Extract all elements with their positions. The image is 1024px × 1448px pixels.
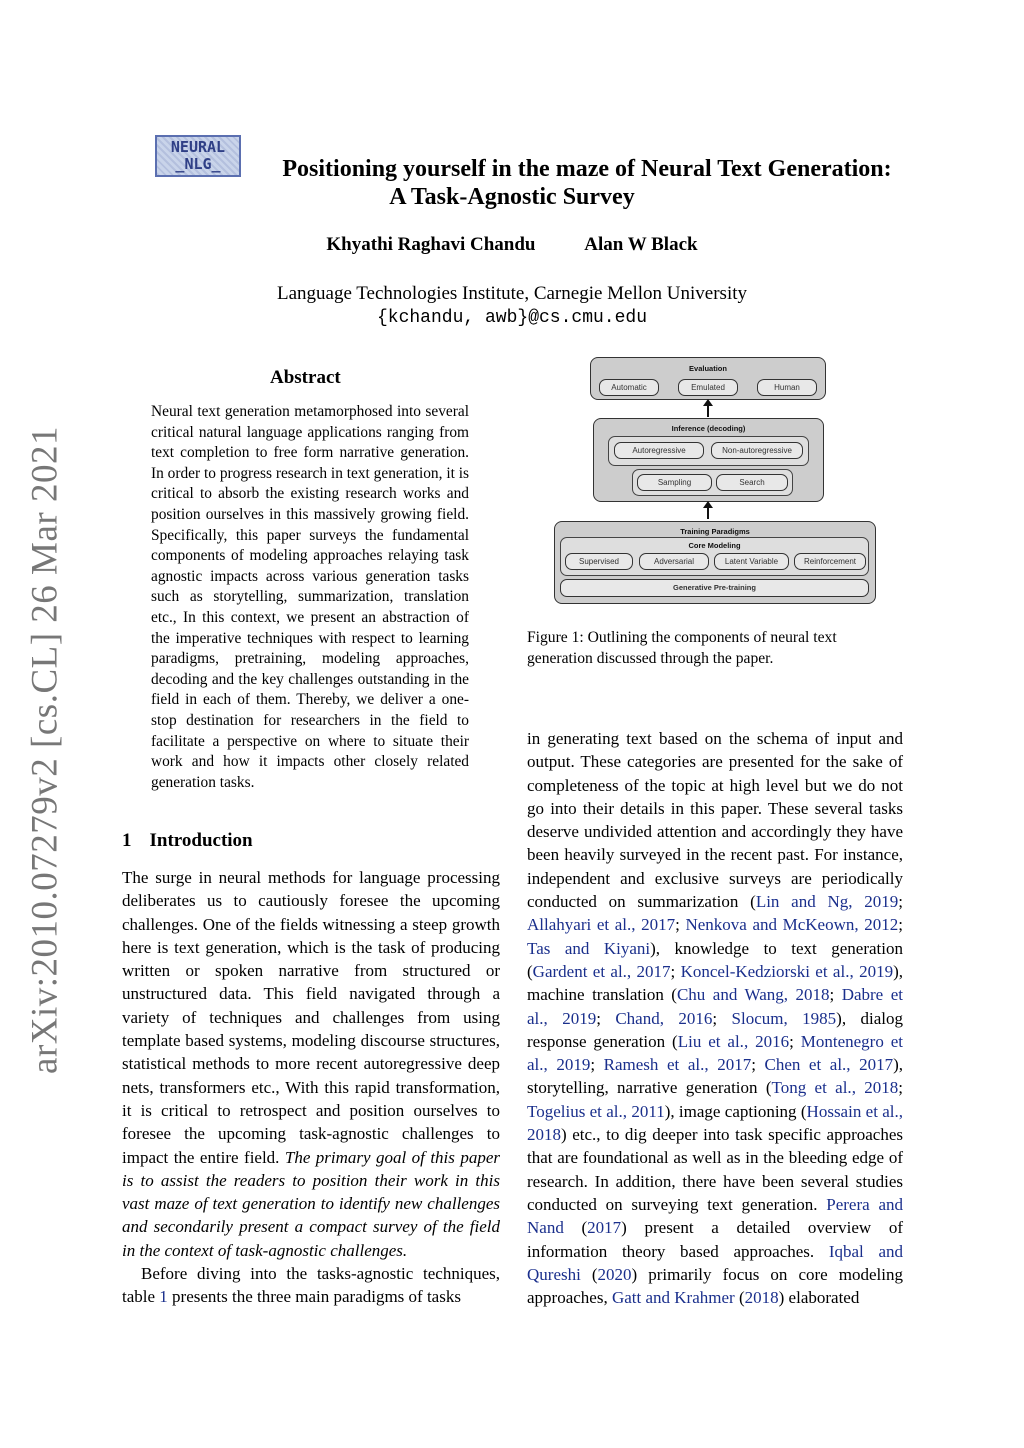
training-label: Training Paradigms xyxy=(680,527,750,536)
abstract-text: Neural text generation metamorphosed into several critical natural language applications ranging from text completion to free form narrative generation. In order to progress research in text generation, it is critical to absorb the existing research works and position ourselves in this massively growing field. Specifically, this paper surveys the fundamental components of modeling approaches relaying task agnostic impacts across various generation tasks such as storytelling, summarization, translation etc., In this context, we present an abstraction of the imperative techniques with respect to learning paradigms, pretraining, modeling approaches, decoding and the key challenges outstanding in the field in each of them. Thereby, we deliver a one-stop destination for researchers in the field to facilitate a perspective on where to situate their work and how it impacts other closely related generation tasks. xyxy=(151,403,469,791)
intro-body xyxy=(122,866,500,1309)
eval-emulated: Emulated xyxy=(678,379,738,396)
inf-search: Search xyxy=(716,474,788,491)
citation-link[interactable]: Slocum, 1985 xyxy=(731,1008,837,1028)
train-supervised: Supervised xyxy=(565,553,633,570)
citation-link[interactable]: Allahyari et al., 2017 xyxy=(527,915,676,935)
evaluation-box xyxy=(590,357,826,400)
citation-link[interactable]: Gardent et al., 2017 xyxy=(532,961,671,981)
training-box xyxy=(554,521,876,604)
email: {kchandu, awb}@cs.cmu.edu xyxy=(376,308,648,328)
intro-p1-text: The surge in neural methods for language processing deliberates us to cautiously foresee the upcoming challenges. One of the fields witnessing a steep growth here is text generation, which is the task of producing written or spoken narrative from structured or unstructured data. This field navigated through a variety of techniques and challenges from using template based systems, modeling discourse structures, statistical methods to more recent autoregressive deep nets, transformers etc., With this rapid transformation, it is critical to retrospect and position ourselves to foresee the upcoming task-agnostic challenges to impact the entire field. xyxy=(122,868,500,1167)
core-modeling-label: Core Modeling xyxy=(688,541,741,550)
author-2: Alan W Black xyxy=(584,234,698,255)
inf-sampling: Sampling xyxy=(637,474,712,491)
author-1: Khyathi Raghavi Chandu xyxy=(326,234,536,255)
title-line2: A Task-Agnostic Survey xyxy=(389,184,635,210)
right-column-text xyxy=(527,727,903,1309)
citation-year-link[interactable]: 2017 xyxy=(587,1218,622,1238)
citation-link[interactable]: Ramesh et al., 2017 xyxy=(603,1055,752,1075)
intro-p2-text-a: Before diving into the tasks-agnostic techniques, table xyxy=(122,1264,500,1307)
citation-link[interactable]: Dabre et al., 2019 xyxy=(527,985,903,1028)
train-latent-variable: Latent Variable xyxy=(714,553,789,570)
core-modeling-box xyxy=(560,537,869,576)
inf-non-autoregressive: Non-autoregressive xyxy=(711,442,803,459)
citation-link[interactable]: Liu et al., 2016 xyxy=(677,1031,790,1051)
arrow-up-icon xyxy=(707,507,709,519)
section-number: 1 xyxy=(122,830,132,851)
citation-link[interactable]: Gatt and Krahmer xyxy=(611,1288,735,1308)
title-line1: Positioning yourself in the maze of Neural Text Generation: xyxy=(282,156,892,182)
figure-caption: Figure 1: Outlining the components of neural text generation discussed through the paper. xyxy=(527,629,837,667)
eval-automatic: Automatic xyxy=(599,379,659,396)
citation-link[interactable]: Chen et al., 2017 xyxy=(764,1055,894,1075)
logo-line1: NEURAL xyxy=(170,138,226,156)
eval-human: Human xyxy=(757,379,817,396)
citation-link[interactable]: Tas and Kiyani xyxy=(527,938,651,958)
citation-link[interactable]: Lin and Ng, 2019 xyxy=(755,892,899,912)
section-heading xyxy=(122,830,253,852)
citation-year-link[interactable]: 2018 xyxy=(744,1288,779,1308)
citation-link[interactable]: Iqbal and Qureshi xyxy=(527,1241,904,1284)
inference-row-1 xyxy=(608,436,809,466)
arxiv-id: arXiv:2010.07279v2 [cs.CL] 26 Mar 2021 xyxy=(24,426,66,1074)
intro-paragraph-1 xyxy=(122,866,500,1262)
arxiv-sidebar xyxy=(20,426,70,1074)
affiliation: Language Technologies Institute, Carnegie Mellon University xyxy=(276,283,748,304)
inf-autoregressive: Autoregressive xyxy=(614,442,704,459)
right-paragraph: in generating text based on the schema of input and output. These categories are presented for the sake of completeness of the topic at high level but we do not go into their details in this paper. These several tasks deserve undivided attention and accordingly they have been heavily surveyed in the recent past. For instance, independent and exclusive surveys are periodically conducted on summarization (Lin and Ng, 2019; Allahyari et al., 2017; Nenkova and McKeown, 2012; Tas and Kiyani), knowledge to text generation (Gardent et al., 2017; Koncel-Kedziorski et al., 2019), machine translation (Chu and Wang, 2018; Dabre et al., 2019; Chand, 2016; Slocum, 1985), dialog response generation (Liu et al., 2016; Montenegro et al., 2019; Ramesh et al., 2017; Chen et al., 2017), storytelling, narrative generation (Tong et al., 2018; Togelius et al., 2011), image captioning (Hossain et al., 2018) etc., to dig deeper into task specific approaches that are foundational as well as in the bleeding edge of research. In addition, there have been several studies conducted on surveying text generation. Perera and Nand (2017) present a detailed overview of information theory based approaches. Iqbal and Qureshi (2020) primarily focus on core modeling approaches, Gatt and Krahmer (2018) elaborated xyxy=(527,729,904,1308)
citation-link[interactable]: Hossain et al., 2018 xyxy=(527,1101,904,1145)
logo-line2: _NLG_ xyxy=(175,155,221,173)
evaluation-label: Evaluation xyxy=(689,364,727,373)
citation-link[interactable]: Chu and Wang, 2018 xyxy=(676,985,830,1005)
citation-link[interactable]: Tong et al., 2018 xyxy=(771,1078,899,1098)
inference-label: Inference (decoding) xyxy=(671,424,746,433)
citation-link[interactable]: Perera and Nand xyxy=(527,1194,903,1238)
figure-1-diagram xyxy=(553,355,878,605)
abstract-heading: Abstract xyxy=(270,367,341,388)
arrow-up-icon xyxy=(707,405,709,417)
authors xyxy=(0,234,1024,256)
citation-link[interactable]: Montenegro et al., 2019 xyxy=(527,1031,904,1075)
citation-year-link[interactable]: 2020 xyxy=(597,1264,632,1284)
citation-link[interactable]: Koncel-Kedziorski et al., 2019 xyxy=(680,961,894,981)
intro-p2-text-b: presents the three main paradigms of tasks xyxy=(167,1287,461,1307)
inference-row-2 xyxy=(632,469,793,496)
train-adversarial: Adversarial xyxy=(639,553,709,570)
citation-link[interactable]: Togelius et al., 2011 xyxy=(527,1101,665,1121)
train-reinforcement: Reinforcement xyxy=(794,553,866,570)
intro-paragraph-2 xyxy=(122,1262,500,1309)
inference-box xyxy=(593,418,824,502)
citation-link[interactable]: Nenkova and McKeown, 2012 xyxy=(685,915,899,935)
table-ref-link[interactable]: 1 xyxy=(159,1287,168,1307)
generative-pretraining: Generative Pre-training xyxy=(560,579,869,597)
citation-link[interactable]: Chand, 2016 xyxy=(615,1008,713,1028)
intro-p1-goal: The primary goal of this paper is to assist the readers to position their work in this vast maze of text generation to identify new challenges and secondarily present a compact survey of the field in the context of task-agnostic challenges. xyxy=(122,1147,500,1260)
paper-title xyxy=(0,155,1024,211)
section-title: Introduction xyxy=(149,830,253,851)
